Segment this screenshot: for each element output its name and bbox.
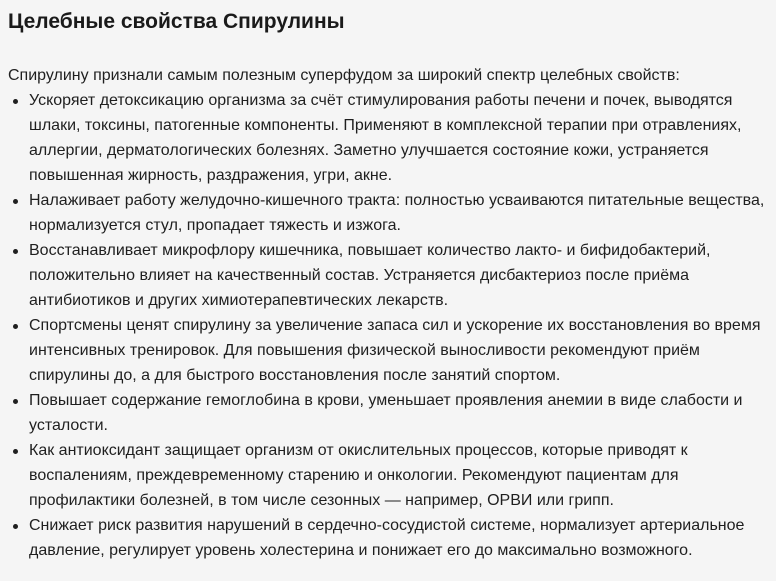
list-item-text: Спортсмены ценят спирулину за увеличение запаса сил и ускорение их восстановления во время интенсивных тренировок. Для повышения физической выносливости рекомендуют приём спирулины до, а для быстрого восстановления после занятий спортом.: [29, 317, 761, 384]
list-item: [8, 313, 768, 388]
list-item: [8, 188, 768, 238]
bullet-icon: [13, 399, 18, 404]
list-item: [8, 438, 768, 513]
article-intro: Спирулину признали самым полезным суперфудом за широкий спектр целебных свойств:: [8, 67, 680, 84]
list-item-text: Восстанавливает микрофлору кишечника, повышает количество лакто- и бифидобактерий, положительно влияет на качественный состав. Устраняется дисбактериоз после приёма антибиотиков и других химиотерапевтических лекарств.: [29, 242, 711, 309]
list-item-text: Налаживает работу желудочно-кишечного тракта: полностью усваиваются питательные вещества, нормализуется стул, пропадает тяжесть и изжога.: [29, 192, 765, 234]
bullet-icon: [13, 249, 18, 254]
list-item-text: Ускоряет детоксикацию организма за счёт стимулирования работы печени и почек, выводятся шлаки, токсины, патогенные компоненты. Применяют в комплексной терапии при отравлениях, аллергии, дерматологических болезнях. Заметно улучшается состояние кожи, устраняется повышенная жирность, раздражения, угри, акне.: [29, 92, 742, 184]
list-item: [8, 88, 768, 188]
list-item-text: Повышает содержание гемоглобина в крови, уменьшает проявления анемии в виде слабости и усталости.: [29, 392, 743, 434]
list-item: [8, 388, 768, 438]
benefits-list: [8, 88, 768, 563]
bullet-icon: [13, 449, 18, 454]
article-title: Целебные свойства Спирулины: [8, 10, 345, 33]
list-item-text: Как антиоксидант защищает организм от окислительных процессов, которые приводят к воспалениям, преждевременному старению и онкологии. Рекомендуют пациентам для профилактики болезней, в том числе сезонных — например, ОРВИ или грипп.: [29, 442, 688, 509]
list-item: [8, 238, 768, 313]
list-item-text: Снижает риск развития нарушений в сердечно-сосудистой системе, нормализует артериальное давление, регулирует уровень холестерина и понижает его до максимально возможного.: [29, 517, 745, 559]
bullet-icon: [13, 324, 18, 329]
bullet-icon: [13, 99, 18, 104]
list-item: [8, 513, 768, 563]
bullet-icon: [13, 199, 18, 204]
bullet-icon: [13, 524, 18, 529]
